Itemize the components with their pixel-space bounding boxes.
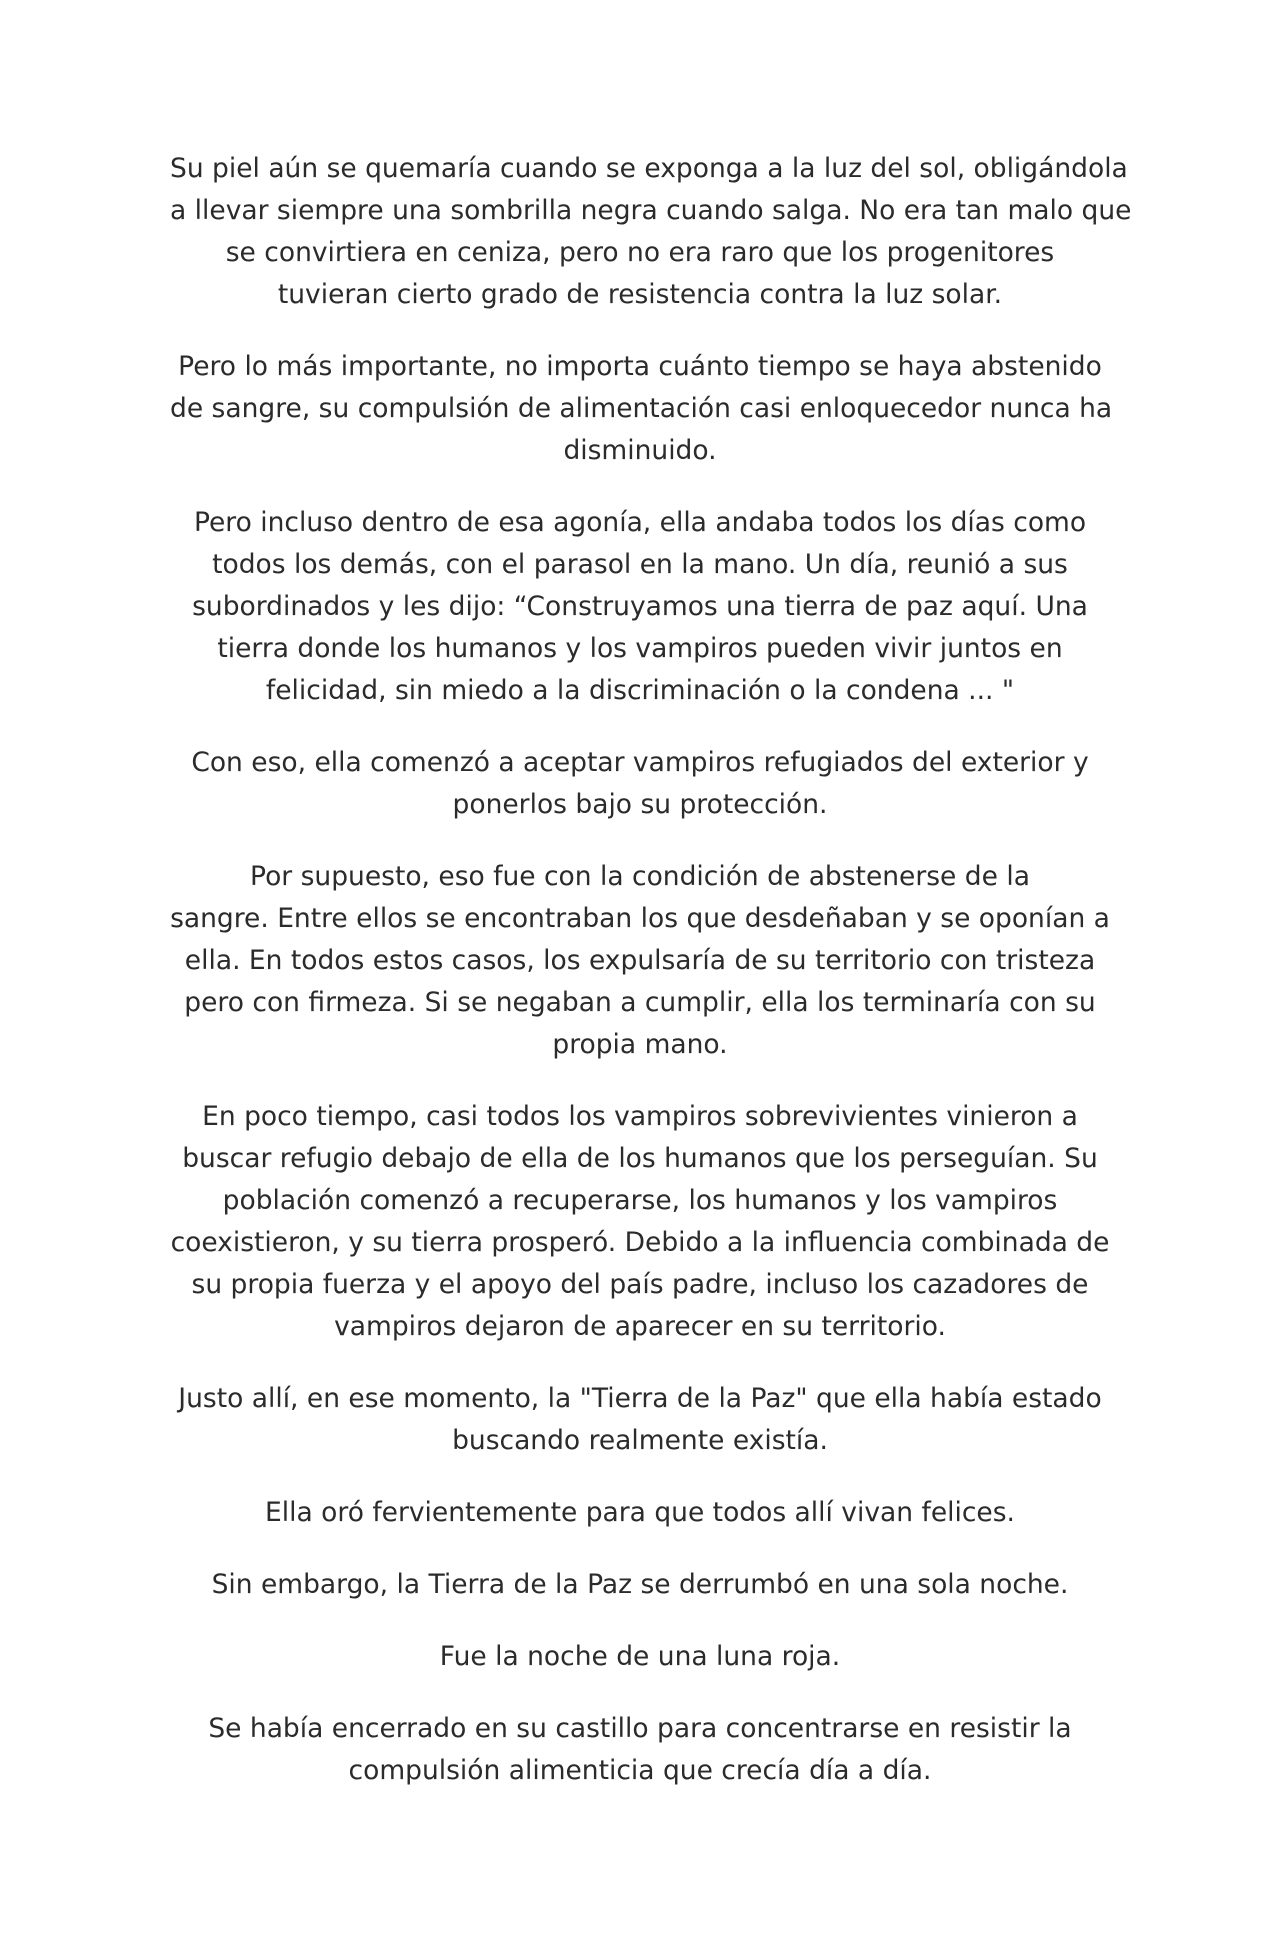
text-line: Su piel aún se quemaría cuando se exponga a la luz del sol, obligándola (170, 153, 1128, 184)
text-line: vampiros dejaron de aparecer en su territorio. (334, 1311, 946, 1342)
text-line: ella. En todos estos casos, los expulsaría de su territorio con tristeza (184, 945, 1096, 976)
text-line: de sangre, su compulsión de alimentación casi enloquecedor nunca ha (170, 393, 1113, 424)
text-line: Con eso, ella comenzó a aceptar vampiros refugiados del exterior y (191, 747, 1089, 778)
paragraph-5 (170, 856, 1110, 1066)
paragraph-2 (170, 346, 1113, 472)
paragraph-4 (170, 742, 1110, 826)
text-line: Ella oró fervientemente para que todos allí vivan felices. (265, 1497, 1015, 1528)
text-line: compulsión alimenticia que crecía día a día. (348, 1755, 932, 1786)
text-line: Pero lo más importante, no importa cuánto tiempo se haya abstenido (178, 351, 1102, 382)
text-line: población comenzó a recuperarse, los humanos y los vampiros (222, 1185, 1058, 1216)
paragraph-11 (170, 1708, 1110, 1792)
text-line: su propia fuerza y el apoyo del país padre, incluso los cazadores de (191, 1269, 1089, 1300)
text-line: tierra donde los humanos y los vampiros pueden vivir juntos en (217, 633, 1063, 664)
text-line: En poco tiempo, casi todos los vampiros sobrevivientes vinieron a (202, 1101, 1078, 1132)
text-line: buscando realmente existía. (452, 1425, 828, 1456)
text-line: se convirtiera en ceniza, pero no era raro que los progenitores (225, 237, 1055, 268)
paragraph-9 (170, 1564, 1110, 1606)
text-line: felicidad, sin miedo a la discriminación o la condena ... " (265, 675, 1015, 706)
paragraph-1 (170, 148, 1132, 316)
text-line: sangre. Entre ellos se encontraban los que desdeñaban y se oponían a (170, 903, 1110, 934)
text-line: subordinados y les dijo: “Construyamos una tierra de paz aquí. Una (192, 591, 1088, 622)
text-line: todos los demás, con el parasol en la mano. Un día, reunió a sus (212, 549, 1068, 580)
text-line: buscar refugio debajo de ella de los humanos que los perseguían. Su (182, 1143, 1098, 1174)
text-line: Se había encerrado en su castillo para concentrarse en resistir la (208, 1713, 1072, 1744)
paragraph-8 (170, 1492, 1110, 1534)
paragraph-10 (170, 1636, 1110, 1678)
text-line: Por supuesto, eso fue con la condición de abstenerse de la (250, 861, 1030, 892)
text-line: Justo allí, en ese momento, la "Tierra de la Paz" que ella había estado (178, 1383, 1102, 1414)
text-line: propia mano. (552, 1029, 728, 1060)
paragraph-7 (170, 1378, 1110, 1462)
text-line: ponerlos bajo su protección. (452, 789, 828, 820)
text-line: tuvieran cierto grado de resistencia contra la luz solar. (277, 279, 1003, 310)
text-line: coexistieron, y su tierra prosperó. Debido a la influencia combinada de (170, 1227, 1110, 1258)
text-line: a llevar siempre una sombrilla negra cuando salga. No era tan malo que (170, 195, 1132, 226)
document-page (170, 148, 1132, 1822)
paragraph-3 (170, 502, 1110, 712)
paragraph-6 (170, 1096, 1110, 1348)
text-line: Fue la noche de una luna roja. (439, 1641, 841, 1672)
text-line: Sin embargo, la Tierra de la Paz se derrumbó en una sola noche. (211, 1569, 1069, 1600)
text-line: Pero incluso dentro de esa agonía, ella andaba todos los días como (193, 507, 1087, 538)
text-line: disminuido. (563, 435, 717, 466)
text-line: pero con firmeza. Si se negaban a cumplir, ella los terminaría con su (184, 987, 1096, 1018)
